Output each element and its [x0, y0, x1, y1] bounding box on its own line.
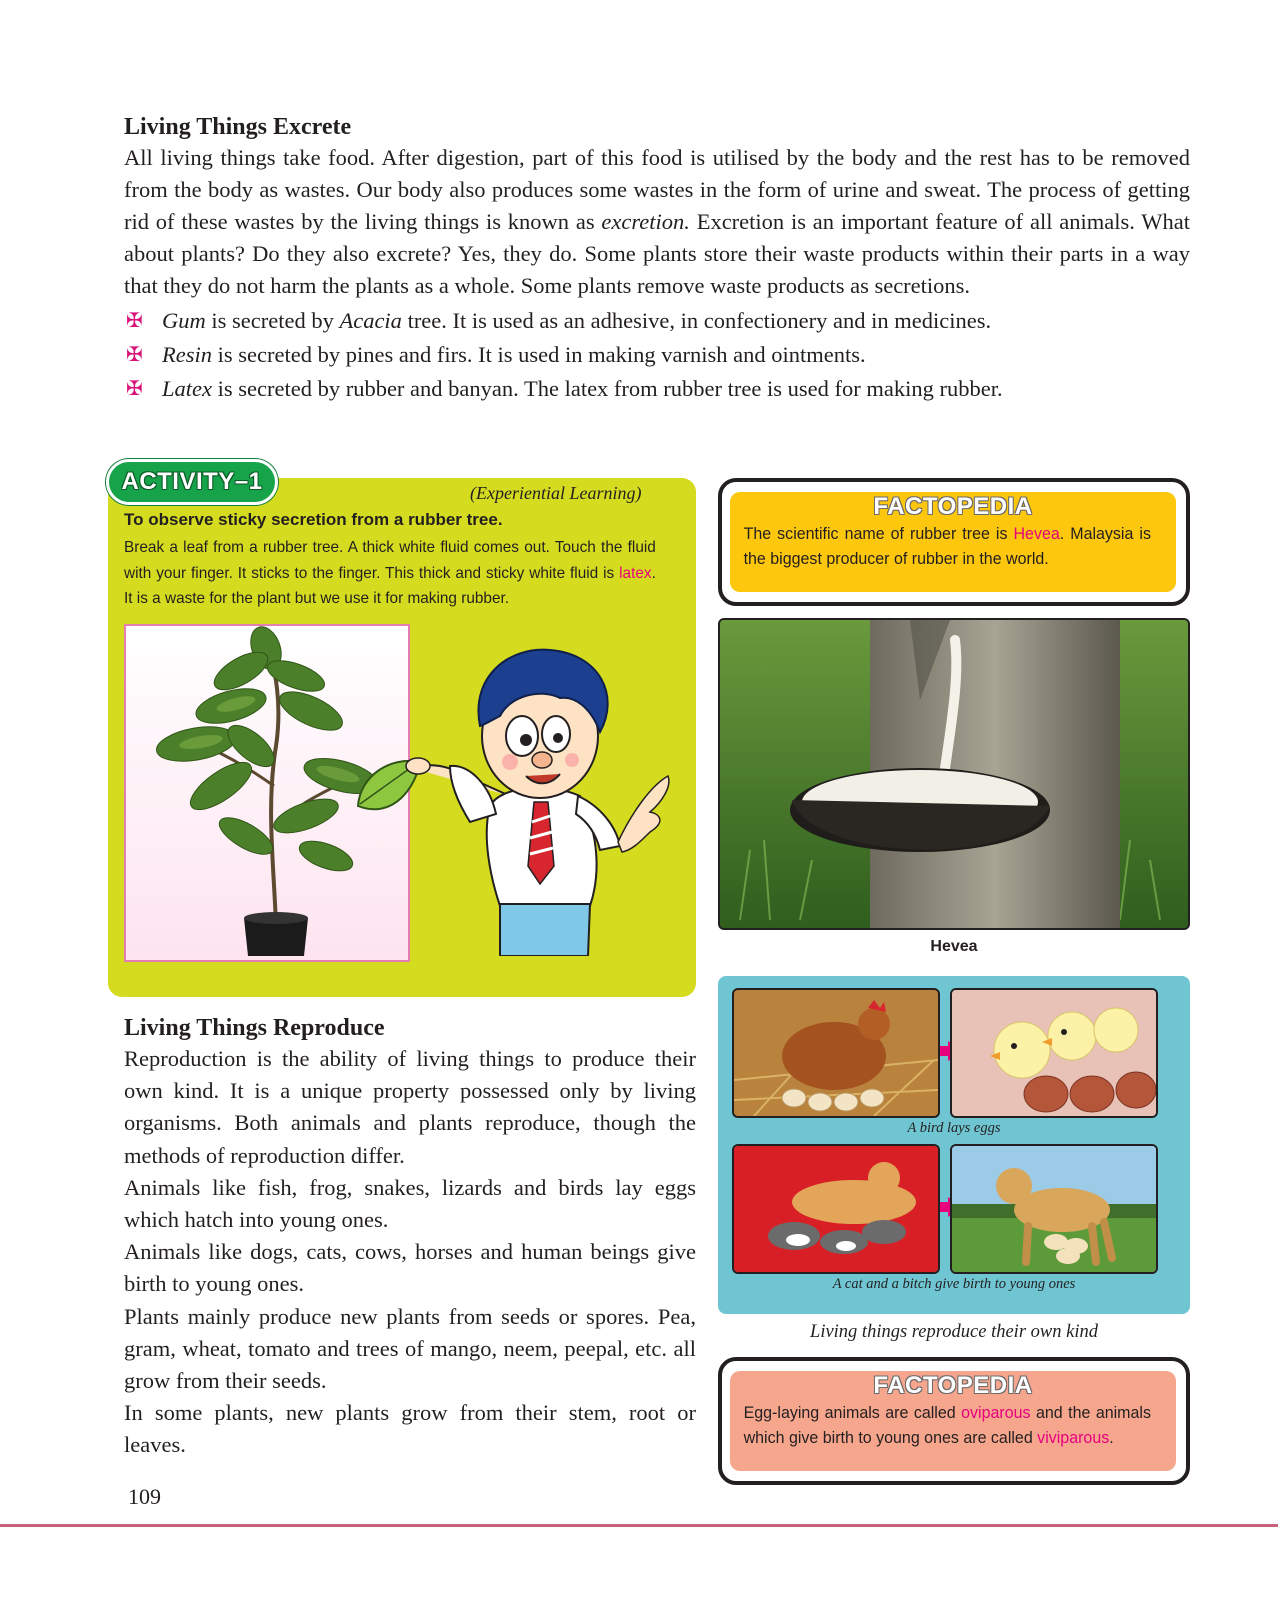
cross-bullet-icon: ✠	[126, 344, 143, 366]
list-item-text: is secreted by pines and firs. It is used in making varnish and ointments.	[212, 342, 866, 367]
cat-with-kittens-photo	[732, 1144, 940, 1274]
excretion-term: excretion.	[601, 209, 690, 234]
activity-aim: To observe sticky secretion from a rubber tree.	[124, 510, 503, 529]
excretion-text-part2: Excretion is an important feature of all animals. What about plants? Do they also excrete? Yes, they do. Some plants store their waste products within their parts in a way that they do not harm the plants as a whole. Some plants remove waste products as secretions.	[124, 209, 1190, 298]
cartoon-boy-image	[350, 636, 696, 956]
excretion-heading: Living Things Excrete	[124, 114, 352, 140]
hen-illustration	[734, 990, 938, 1116]
factopedia-title: FACTOPEDIA	[873, 493, 1033, 520]
dog-illustration	[952, 1146, 1156, 1272]
secretion-list	[124, 304, 1190, 406]
factopedia-text-part2: and the animals which give birth to young ones are called	[743, 1404, 1151, 1447]
plant-name: Acacia	[339, 308, 402, 333]
activity-highlight-term: latex	[619, 564, 652, 582]
factopedia-text	[730, 522, 1163, 572]
mammals-caption: A cat and a bitch give birth to young ones	[832, 1276, 1076, 1292]
activity-badge	[106, 459, 278, 505]
activity-instructions	[124, 535, 656, 612]
factopedia-text-part3: .	[1109, 1429, 1114, 1447]
reproduction-figure-title: Living things reproduce their own kind	[810, 1322, 1098, 1342]
hevea-illustration	[720, 620, 1188, 928]
secretion-term: Gum	[162, 308, 206, 333]
reproduction-paragraph: Plants mainly produce new plants from seeds or spores. Pea, gram, wheat, tomato and trees of mango, neem, peepal, etc. all grow from their seeds.	[124, 1303, 696, 1394]
page-number: 109	[128, 1484, 161, 1509]
list-item-text: tree. It is used as an adhesive, in confectionery and in medicines.	[401, 308, 992, 333]
reproduction-paragraph: Reproduction is the ability of living things to produce their own kind. It is a unique property possessed only by living organisms. Both animals and plants reproduce, though the methods of reproduction differ.	[124, 1046, 696, 1168]
factopedia-text-part1: The scientific name of rubber tree is	[743, 525, 1014, 543]
list-item	[124, 338, 1190, 372]
factopedia-highlight-term: viviparous	[1037, 1429, 1110, 1447]
excretion-paragraph	[124, 142, 1190, 302]
list-item	[124, 372, 1190, 406]
factopedia-highlight-term: Hevea	[1013, 525, 1060, 543]
activity-text-part2: . It is a waste for the plant but we use it for making rubber.	[124, 564, 656, 607]
chicks-with-eggs-photo	[950, 988, 1158, 1118]
footer-divider	[0, 1524, 1278, 1527]
factopedia-title: FACTOPEDIA	[873, 1372, 1033, 1399]
factopedia-text-part1: Egg-laying animals are called	[743, 1404, 962, 1422]
factopedia-panel	[730, 492, 1176, 592]
secretion-term: Resin	[162, 342, 212, 367]
hen-on-eggs-photo	[732, 988, 940, 1118]
dog-with-puppies-photo	[950, 1144, 1158, 1274]
hevea-caption: Hevea	[930, 938, 978, 955]
factopedia-box-rubber	[718, 478, 1190, 606]
factopedia-highlight-term: oviparous	[961, 1404, 1031, 1422]
chicks-illustration	[952, 990, 1156, 1116]
cross-bullet-icon: ✠	[126, 378, 143, 400]
list-item	[124, 304, 1190, 338]
birds-caption: A bird lays eggs	[907, 1120, 1001, 1136]
activity-badge-label: ACTIVITY–1	[121, 468, 263, 495]
factopedia-text	[730, 1401, 1163, 1451]
excretion-section	[124, 112, 1190, 406]
activity-text-part1: Break a leaf from a rubber tree. A thick white fluid comes out. Touch the fluid with your finger. It sticks to the finger. This thick and sticky white fluid is	[124, 539, 656, 582]
factopedia-text-part2: . Malaysia is the biggest producer of rubber in the world.	[743, 525, 1151, 568]
activity-type-label: (Experiential Learning)	[470, 483, 642, 503]
cross-bullet-icon: ✠	[126, 310, 143, 332]
reproduction-section	[124, 1013, 696, 1462]
cartoon-boy-illustration	[350, 636, 696, 956]
list-item-text: is secreted by	[205, 308, 340, 333]
factopedia-panel	[730, 1371, 1176, 1471]
reproduction-heading: Living Things Reproduce	[124, 1015, 385, 1041]
cat-illustration	[734, 1146, 938, 1272]
list-item-text: is secreted by rubber and banyan. The latex from rubber tree is used for making rubber.	[212, 376, 1003, 401]
excretion-text-part1: All living things take food. After digestion, part of this food is utilised by the body and the rest has to be removed from the body as wastes. Our body also produces some wastes in the form of urine and sweat. The process of getting rid of these wastes by the living things is known as	[124, 145, 1190, 234]
reproduction-paragraph: Animals like fish, frog, snakes, lizards and birds lay eggs which hatch into young ones.	[124, 1174, 696, 1233]
factopedia-box-oviparous	[718, 1357, 1190, 1485]
reproduction-paragraph: In some plants, new plants grow from their stem, root or leaves.	[124, 1400, 696, 1458]
reproduction-illustration-panel	[718, 976, 1190, 1314]
secretion-term: Latex	[162, 376, 212, 401]
reproduction-paragraph: Animals like dogs, cats, cows, horses and human beings give birth to young ones.	[124, 1239, 696, 1297]
hevea-tapping-photo	[718, 618, 1190, 930]
